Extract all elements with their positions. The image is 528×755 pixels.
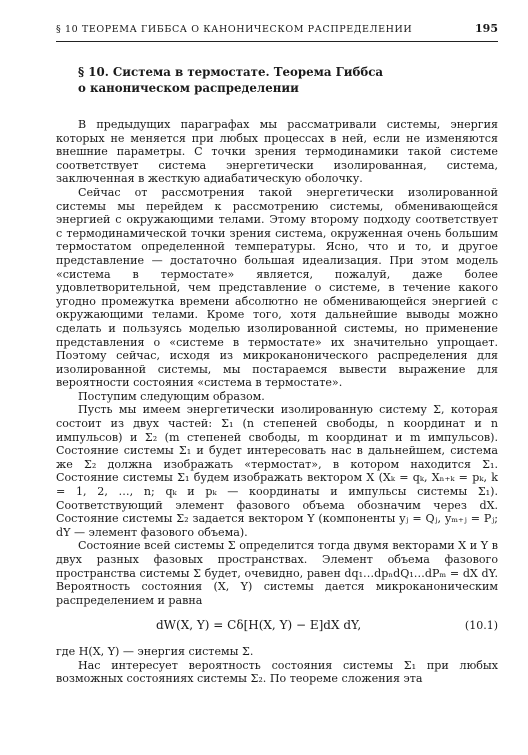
equation-10-1 [56, 619, 498, 633]
paragraph-2: Сейчас от рассмотрения такой энергетически изолированной системы мы перейдем к рассмотрению системы, обменивающейся энергией с окружающими телами. Этому второму подходу соответствует с термодинамической точки зрения система, окруженная очень большим термостатом определенной температуры. Ясно, что и то, и другое представление — достаточно большая идеализация. При этом модель «система в термостате» является, пожалуй, даже более удовлетворительной, чем представление о системе, в течение какого угодно промежутка времени абсолютно не обменивающейся энергией с окружающими телами. Кроме того, хотя дальнейшие выводы можно сделать и пользуясь моделью изолированной системы, но применение представления о «системе в термостате» их значительно упрощает. Поэтому сейчас, исходя из микроканонического распределения для изолированной системы, мы постараемся вывести выражение для вероятности состояния «система в термостате». [56, 185, 498, 390]
paragraph-6: Нас интересует вероятность состояния системы Σ₁ при любых возможных состояниях системы Σ₂. По теореме сложения эта [56, 658, 498, 686]
paragraph-5: Состояние всей системы Σ определится тогда двумя векторами X и Y в двух разных фазовых пространствах. Элемент объема фазового пространства системы Σ будет, очевидно, равен dq₁…dpₙdQ₁…dPₘ = dX dY. Вероятность состояния (X, Y) системы дается микроканоническим распределением и равна [56, 539, 498, 607]
paragraph-4: Пусть мы имеем энергетически изолированную систему Σ, которая состоит из двух частей: Σ₁ (n степеней свободы, n координат и n импульсов) и Σ₂ (m степеней свободы, m координат и m импульсов). Состояние системы Σ₁ и будет интересовать нас в дальнейшем, система же Σ₂ должна изображать «термостат», в котором находится Σ₁. Состояние системы Σ₁ будем изображать вектором X (Xₖ = qₖ, Xₙ₊ₖ = pₖ, k = 1, 2, …, n; qₖ и pₖ — координаты и импульсы системы Σ₁). Соответствующий элемент фазового объема обозначим через dX. Состояние системы Σ₂ задается вектором Y (компоненты yⱼ = Qⱼ, yₘ₊ⱼ = Pⱼ; dY — элемент фазового объема). [56, 403, 498, 539]
running-header [56, 22, 498, 35]
body-text [56, 118, 498, 686]
running-title: § 10 ТЕОРЕМА ГИББСА О КАНОНИЧЕСКОМ РАСПРЕДЕЛЕНИИ [56, 24, 413, 35]
page-number: 195 [475, 22, 498, 35]
header-rule [56, 41, 498, 42]
equation-text: dW(X, Y) = Cδ[H(X, Y) − E]dX dY, [156, 618, 362, 633]
section-title-line-1: § 10. Система в термостате. Теорема Гиббса [78, 65, 384, 79]
section-title [78, 64, 498, 96]
after-equation-text: где H(X, Y) — энергия системы Σ. [56, 644, 254, 658]
book-page [56, 22, 498, 686]
equation-number: (10.1) [464, 619, 498, 633]
paragraph-3: Поступим следующим образом. [78, 389, 265, 403]
paragraph-1: В предыдущих параграфах мы рассматривали системы, энергия которых не меняется при любых процессах в ней, если не изменяются внешние параметры. С точки зрения термодинамики такой системе соответствует система энергетически изолированная, система, заключенная в жесткую адиабатическую оболочку. [56, 118, 498, 186]
section-title-line-2: о каноническом распределении [78, 81, 299, 95]
